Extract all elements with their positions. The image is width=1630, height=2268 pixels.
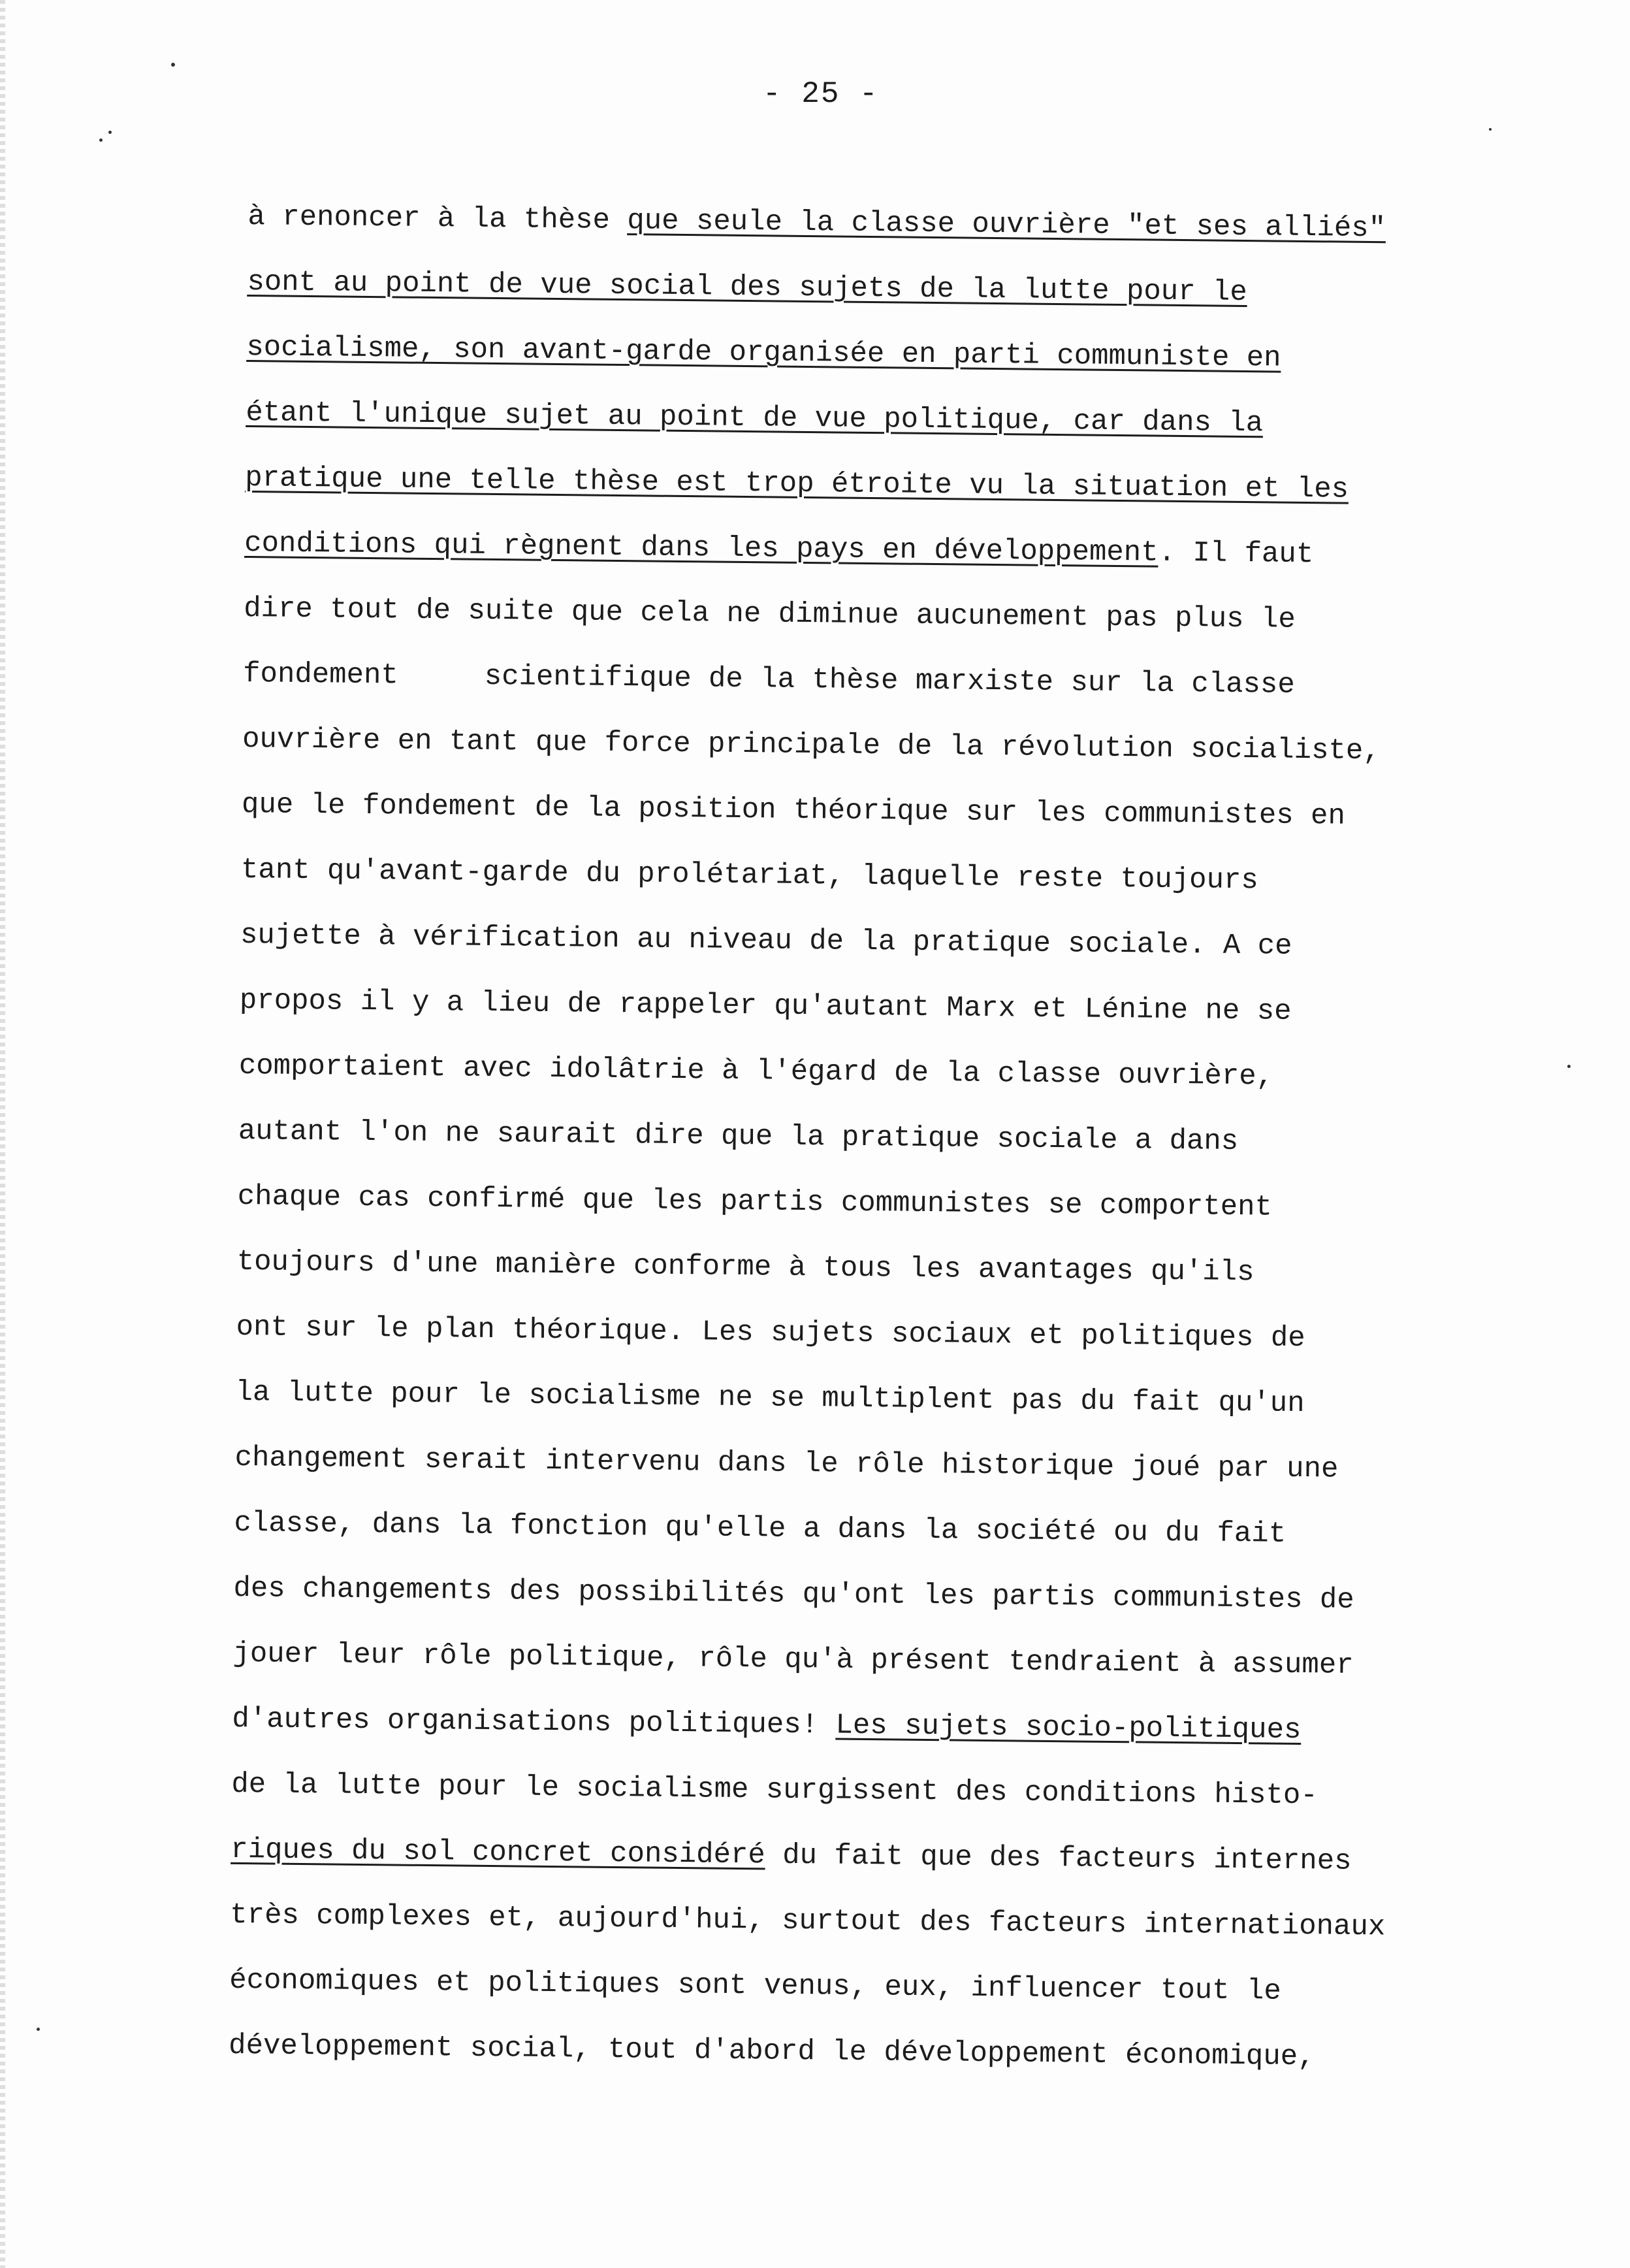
text-line: la lutte pour le socialisme ne se multiplent pas du fait qu'un	[235, 1376, 1305, 1421]
text-line: conditions qui règnent dans les pays en développement. Il faut	[244, 526, 1314, 572]
text-line: socialisme, son avant-garde organisée en parti communiste en	[246, 331, 1281, 375]
scan-speck	[99, 138, 103, 142]
text-line: ouvrière en tant que force principale de la révolution socialiste,	[242, 722, 1381, 768]
scan-speck	[108, 131, 112, 134]
text-line: fondement scientifique de la thèse marxiste sur la classe	[242, 657, 1295, 702]
text-line: dire tout de suite que cela ne diminue aucunement pas plus le	[243, 592, 1296, 636]
text-line: tant qu'avant-garde du prolétariat, laquelle reste toujours	[240, 853, 1259, 898]
text-line: développement social, tout d'abord le développement économique,	[228, 2029, 1315, 2074]
text-line: pratique une telle thèse est trop étroite vu la situation et les	[245, 461, 1349, 506]
scan-speck	[37, 2028, 40, 2031]
text-line: d'autres organisations politiques! Les sujets socio-politiques	[232, 1702, 1302, 1747]
text-line: changement serait intervenu dans le rôle historique joué par une	[234, 1441, 1339, 1486]
text-line: étant l'unique sujet au point de vue politique, car dans la	[246, 396, 1264, 440]
text-line: propos il y a lieu de rappeler qu'autant Marx et Lénine ne se	[239, 984, 1292, 1028]
text-line: sujette à vérification au niveau de la pratique sociale. A ce	[240, 918, 1292, 963]
text-line: riques du sol concret considéré du fait que des facteurs internes	[231, 1833, 1352, 1878]
text-line: chaque cas confirmé que les partis communistes se comportent	[237, 1180, 1273, 1224]
text-line: très complexes et, aujourd'hui, surtout des facteurs internationaux	[229, 1898, 1386, 1944]
text-line: de la lutte pour le socialisme surgissent des conditions histo-	[231, 1768, 1318, 1813]
text-line: ont sur le plan théorique. Les sujets sociaux et politiques de	[236, 1310, 1305, 1355]
text-line: jouer leur rôle politique, rôle qu'à présent tendraient à assumer	[232, 1637, 1354, 1682]
text-line: autant l'on ne saurait dire que la pratique sociale a dans	[238, 1114, 1239, 1158]
text-line: toujours d'une manière conforme à tous les avantages qu'ils	[236, 1245, 1254, 1289]
text-line: économiques et politiques sont venus, eux, influencer tout le	[229, 1964, 1282, 2008]
scan-edge	[0, 0, 5, 2268]
scan-speck	[171, 63, 175, 67]
text-line: sont au point de vue social des sujets de la lutte pour le	[247, 265, 1248, 310]
page-number: - 25 -	[763, 77, 879, 111]
text-line: classe, dans la fonction qu'elle a dans la société ou du fait	[234, 1506, 1286, 1551]
body-text	[229, 184, 1606, 2093]
text-line: des changements des possibilités qu'ont les partis communistes de	[233, 1572, 1354, 1617]
scan-speck	[1489, 128, 1492, 131]
scan-speck	[1567, 1065, 1571, 1068]
text-line: que le fondement de la position théorique sur les communistes en	[241, 788, 1346, 833]
text-line: comportaient avec idolâtrie à l'égard de la classe ouvrière,	[238, 1049, 1274, 1094]
text-line: à renoncer à la thèse que seule la classe ouvrière "et ses alliés"	[248, 200, 1386, 246]
